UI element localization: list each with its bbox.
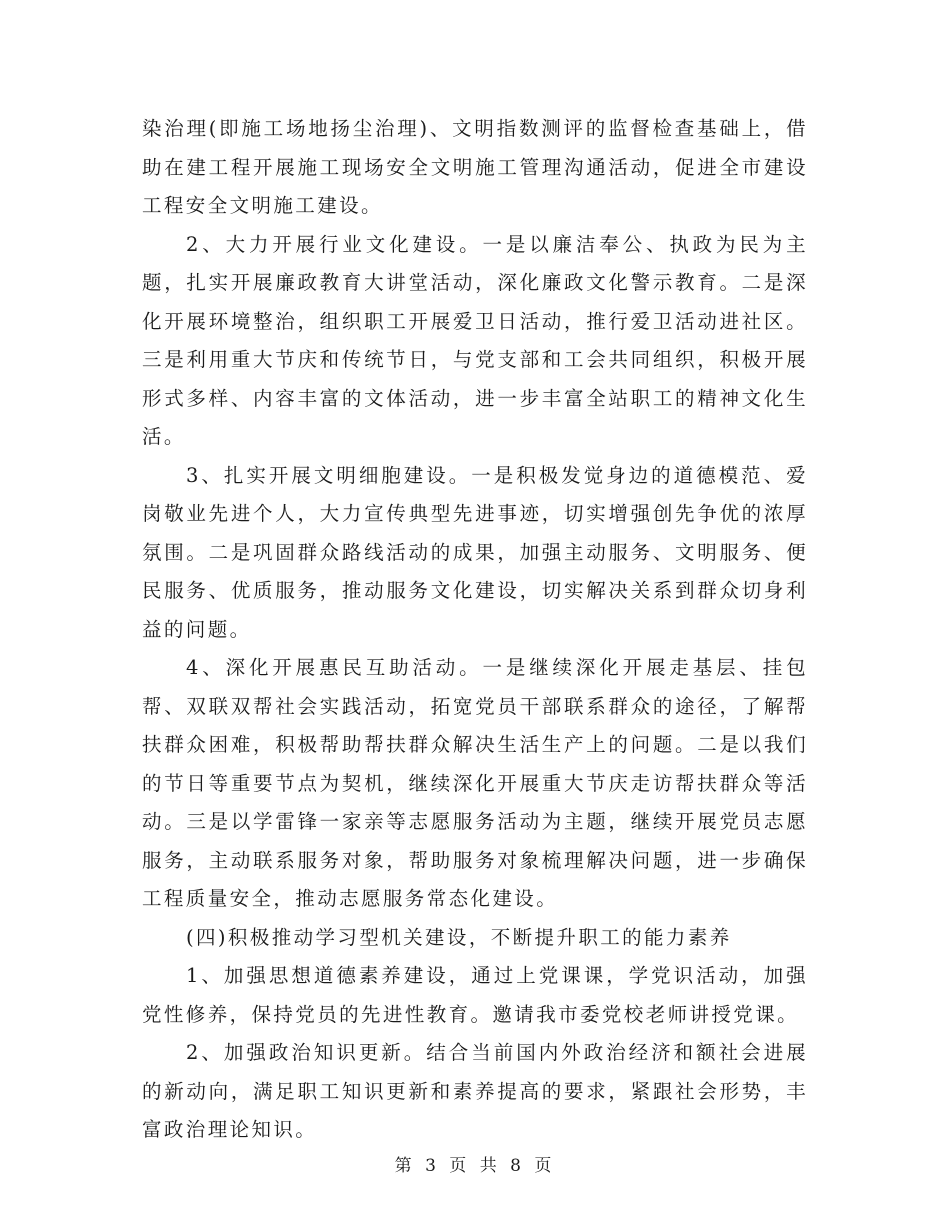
paragraph-continuation: 染治理(即施工场地扬尘治理)、文明指数测评的监督检查基础上，借助在建工程开展施工现场安全文明施工管理沟通活动，促进全市建设工程安全文明施工建设。 <box>142 117 808 217</box>
paragraph-mutual-aid: 4、深化开展惠民互助活动。一是继续深化开展走基层、挂包帮、双联双帮社会实践活动，拓宽党员干部联系群众的途径，了解帮扶群众困难，积极帮助帮扶群众解决生活生产上的问题。二是以我们的节日等重要节点为契机，继续深化开展重大节庆走访帮扶群众等活动。三是以学雷锋一家亲等志愿服务活动为主题，继续开展党员志愿服务，主动联系服务对象，帮助服务对象梳理解决问题，进一步确保工程质量安全，推动志愿服务常态化建设。 <box>142 656 808 910</box>
page-number-footer: 第 3 页 共 8 页 <box>394 1156 556 1176</box>
document-body <box>142 110 808 1150</box>
paragraph-moral-quality: 1、加强思想道德素养建设，通过上党课课，学党识活动，加强党性修养，保持党员的先进性教育。邀请我市委党校老师讲授党课。 <box>142 964 808 1026</box>
section-heading-learning-org: (四)积极推动学习型机关建设，不断提升职工的能力素养 <box>186 925 732 949</box>
paragraph-civilized-cells: 3、扎实开展文明细胞建设。一是积极发觉身边的道德模范、爱岗敬业先进个人，大力宣传典型先进事迹，切实增强创先争优的浓厚氛围。二是巩固群众路线活动的成果，加强主动服务、文明服务、便民服务、优质服务，推动服务文化建设，切实解决关系到群众切身利益的问题。 <box>142 463 808 641</box>
paragraph-political-knowledge: 2、加强政治知识更新。结合当前国内外政治经济和额社会进展的新动向，满足职工知识更新和素养提高的要求，紧跟社会形势，丰富政治理论知识。 <box>142 1041 808 1141</box>
paragraph-industry-culture: 2、大力开展行业文化建设。一是以廉洁奉公、执政为民为主题，扎实开展廉政教育大讲堂活动，深化廉政文化警示教育。二是深化开展环境整治，组织职工开展爱卫日活动，推行爱卫活动进社区。三是利用重大节庆和传统节日，与党支部和工会共同组织，积极开展形式多样、内容丰富的文体活动，进一步丰富全站职工的精神文化生活。 <box>142 232 808 448</box>
